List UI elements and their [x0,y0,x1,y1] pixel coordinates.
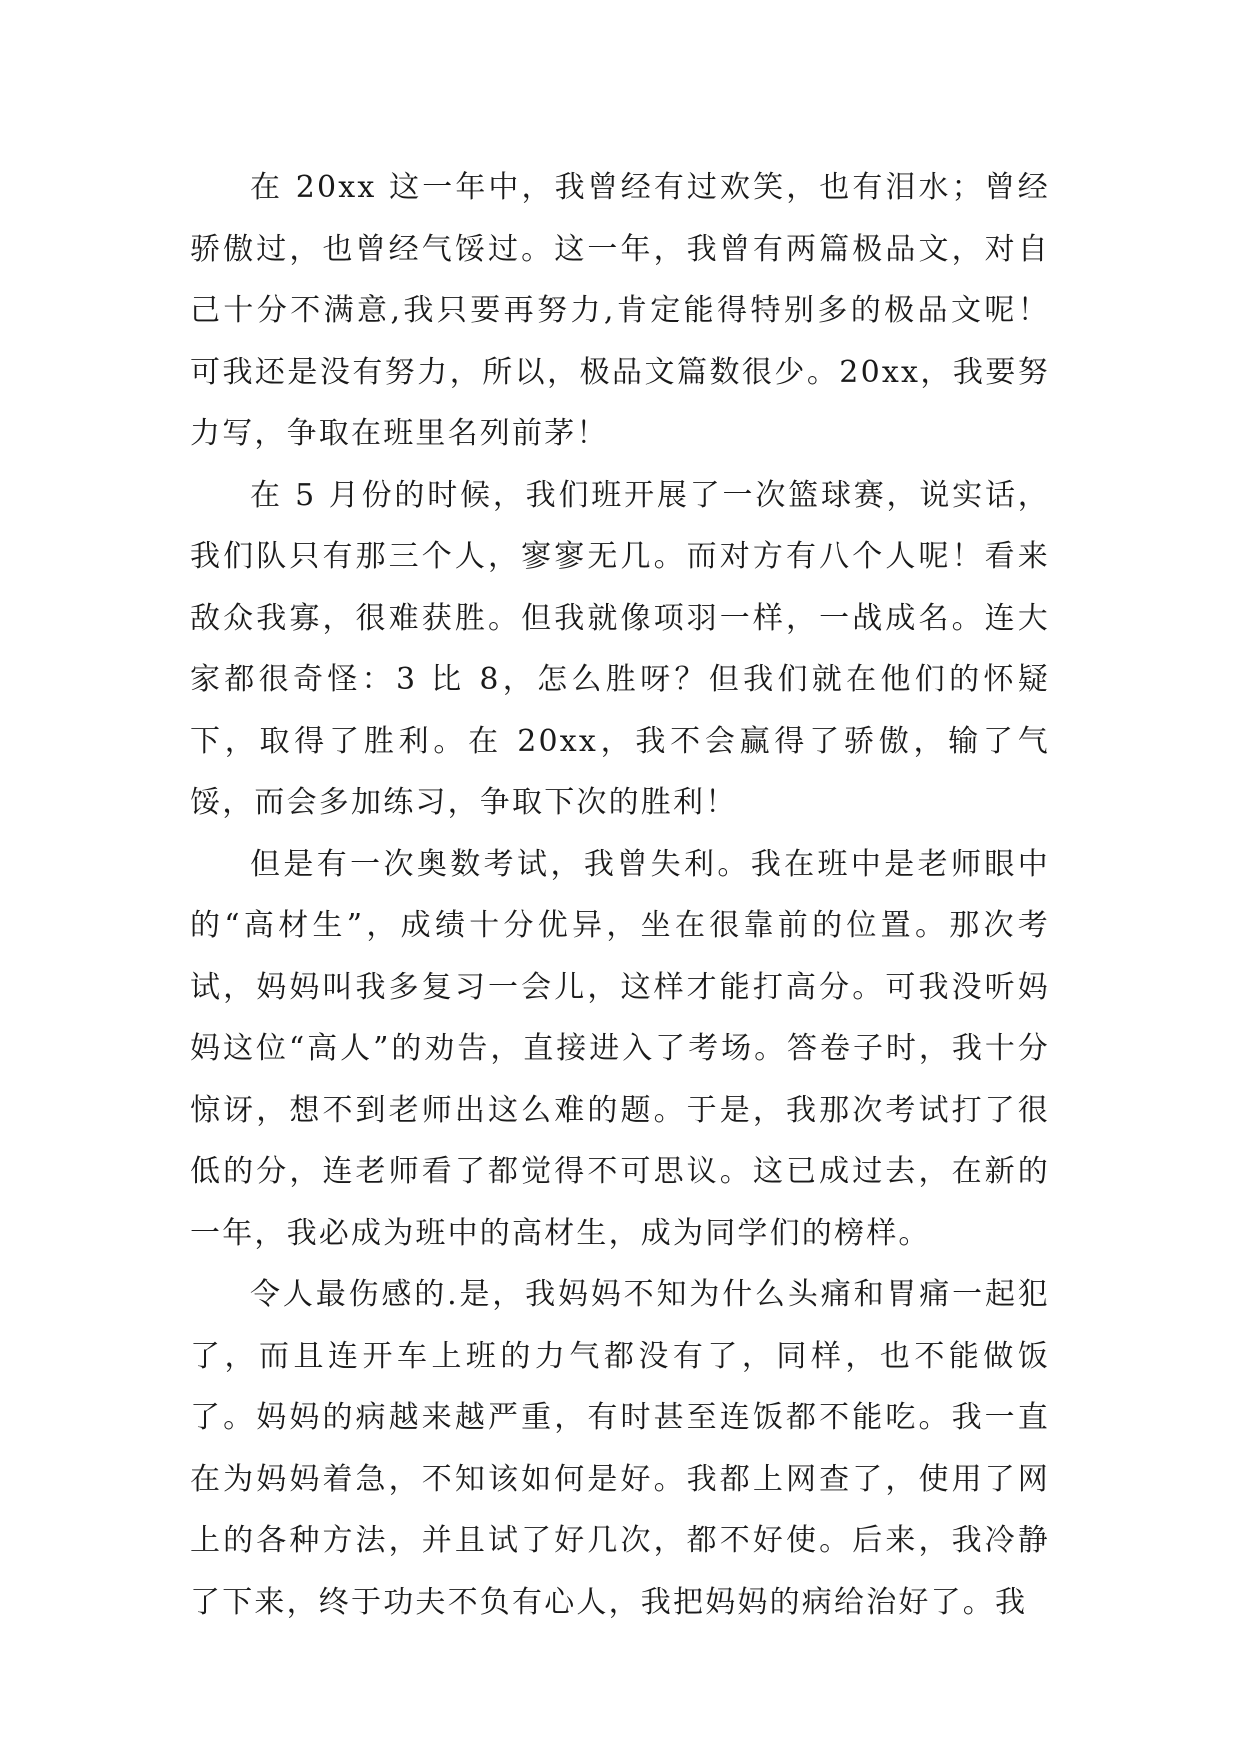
paragraph-2: 在 5 月份的时候，我们班开展了一次篮球赛，说实话，我们队只有那三个人，寥寥无几。而对方有八个人呢！看来敌众我寡，很难获胜。但我就像项羽一样，一战成名。连大家都很奇怪：3 比 8，怎么胜呀？但我们就在他们的怀疑下，取得了胜利。在 20xx，我不会赢得了骄傲，输了气馁，而会多加练习，争取下次的胜利！ [190,477,1050,820]
paragraph-3: 但是有一次奥数考试，我曾失利。我在班中是老师眼中的“高材生”，成绩十分优异，坐在很靠前的位置。那次考试，妈妈叫我多复习一会儿，这样才能打高分。可我没听妈妈这位“高人”的劝告，直接进入了考场。答卷子时，我十分惊讶，想不到老师出这么难的题。于是，我那次考试打了很低的分，连老师看了都觉得不可思议。这已成过去，在新的一年，我必成为班中的高材生，成为同学们的榜样。 [190,846,1050,1251]
paragraph-1: 在 20xx 这一年中，我曾经有过欢笑，也有泪水；曾经骄傲过，也曾经气馁过。这一年，我曾有两篇极品文，对自己十分不满意,我只要再努力,肯定能得特别多的极品文呢！可我还是没有努力，所以，极品文篇数很少。20xx，我要努力写，争取在班里名列前茅！ [190,170,1050,451]
document-body [190,157,1050,1633]
paragraph-4: 令人最伤感的.是，我妈妈不知为什么头痛和胃痛一起犯了，而且连开车上班的力气都没有了，同样，也不能做饭了。妈妈的病越来越严重，有时甚至连饭都不能吃。我一直在为妈妈着急，不知该如何是好。我都上网查了，使用了网上的各种方法，并且试了好几次，都不好使。后来，我冷静了下来，终于功夫不负有心人，我把妈妈的病给治好了。我 [190,1277,1050,1620]
